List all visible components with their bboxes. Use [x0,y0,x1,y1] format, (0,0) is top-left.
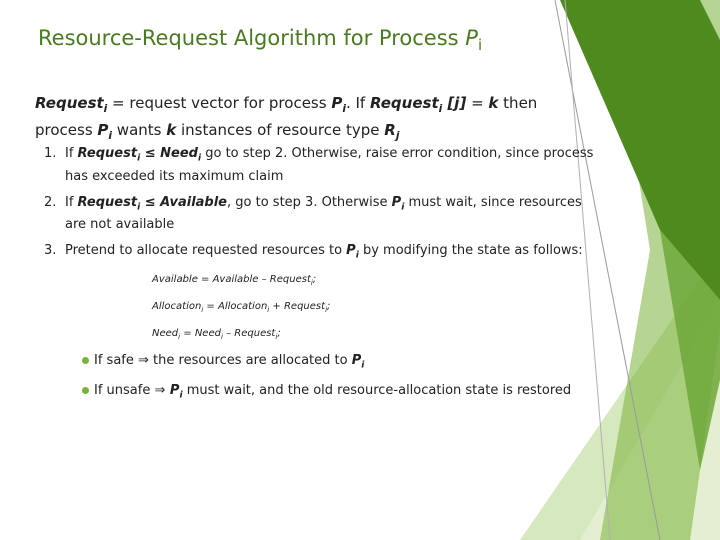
step-1-number: 1. [44,146,57,161]
eq2-rest: + Request [269,300,326,312]
bullet-unsafe-process-subscript: i [179,390,183,401]
intro-paragraph [35,93,595,147]
bullet-unsafe-process-name: P [165,383,180,399]
step-1-request-subscript: i [137,153,141,164]
intro-text-1: = request vector for process [107,94,332,112]
bullet-safe-arrow-icon: ⇒ [138,352,149,368]
step-3-number: 3. [44,243,57,259]
step-2 [40,194,600,234]
eq3-rhs-subscript: i [275,332,278,341]
bullet-unsafe-text-2: must wait, and the old resource-allocation state is restored [182,383,572,399]
step-3-text: Pretend to allocate requested resources to [65,243,347,259]
eq1-end: ; [312,273,317,285]
algorithm-steps-list [40,145,600,413]
eq2-lhs-subscript: i [201,305,204,314]
intro-process-subscript: i [342,103,346,115]
eq2-rhs-subscript: i [325,305,328,314]
step-2-request-name: Request [77,194,138,210]
eq2-middle: = Allocation [203,300,268,312]
step-3-process-subscript: i [355,250,359,261]
eq2-end: ; [327,300,331,312]
step-1-leq: ≤ [140,146,161,161]
eq1-middle: = Available – Request [197,273,311,285]
intro-request-name-2: Request [369,94,439,112]
bullet-safe-text-1: If safe [94,352,138,368]
eq1-rhs-subscript: i [310,278,313,287]
intro-process-subscript-2: i [108,130,113,142]
eq3-lhs: Need [152,327,179,339]
step-3 [40,242,600,265]
eq2-lhs: Allocation [152,300,202,312]
title-process-subscript: i [477,37,483,55]
eq3-lhs-subscript: i [178,332,181,341]
intro-resource-subscript: j [395,130,400,142]
step-2-text-rest: must wait, since resources are not available [65,194,582,233]
bullet-safe [40,352,600,375]
step-3-text-rest: by modifying the state as follows: [358,243,583,259]
intro-request-subscript: i [103,103,108,115]
step-1 [40,145,600,185]
bullet-unsafe-text-1: If unsafe [94,383,155,399]
intro-index-text: [j] [442,94,467,112]
equation-allocation [152,301,600,316]
intro-text-3: = [466,94,489,112]
intro-k-2: k [166,121,177,139]
intro-resource-name: R [384,121,396,139]
step-1-need-name: Need [160,146,198,161]
step-2-text-mid: , go to step 3. Otherwise [227,194,392,210]
title-process-symbol: P [465,26,478,50]
eq3-end: ; [277,327,281,339]
intro-text-2: . If [345,94,370,112]
step-3-process-name: P [346,243,356,259]
eq3-rest: – Request [222,327,276,339]
intro-text-5: wants [112,121,167,139]
intro-text-4: then process [35,94,538,139]
bullet-unsafe [40,382,600,405]
step-2-if: If [65,194,78,210]
slide-title [38,26,482,54]
intro-process-name-2: P [97,121,109,139]
outcome-bullets [40,352,600,405]
step-2-request-subscript: i [137,202,141,213]
step-1-need-subscript: i [197,153,202,164]
bullet-safe-text-2: the resources are allocated to [148,352,352,368]
step-2-number: 2. [44,194,57,210]
eq1-lhs: Available [152,273,198,285]
step-2-process-subscript: i [401,202,405,213]
intro-text-6: instances of resource type [176,121,385,139]
intro-request-name: Request [35,94,104,112]
eq3-middle-subscript: i [220,332,223,341]
step-2-available-name: Available [160,194,228,210]
bullet-safe-process-name: P [351,352,362,368]
slide-title-text: Resource-Request Algorithm for Process [38,26,466,50]
step-1-if: If [65,146,78,161]
eq2-middle-subscript: i [267,305,270,314]
eq3-middle: = Need [180,327,221,339]
bullet-dot-icon [82,357,89,364]
step-1-request-name: Request [77,146,138,161]
step-2-leq: ≤ [140,194,161,210]
bullet-safe-process-subscript: i [361,360,365,371]
bullet-dot-icon [82,387,89,394]
step-2-process-name: P [391,194,402,210]
bullet-unsafe-arrow-icon: ⇒ [154,383,166,399]
intro-request-subscript-2: i [438,103,443,115]
intro-process-name: P [331,94,343,112]
equation-need [152,328,600,343]
equation-available [152,274,600,289]
step-1-text-rest: go to step 2. Otherwise, raise error condition, since process has exceeded its maximum claim [65,146,594,184]
intro-k-1: k [488,94,499,112]
